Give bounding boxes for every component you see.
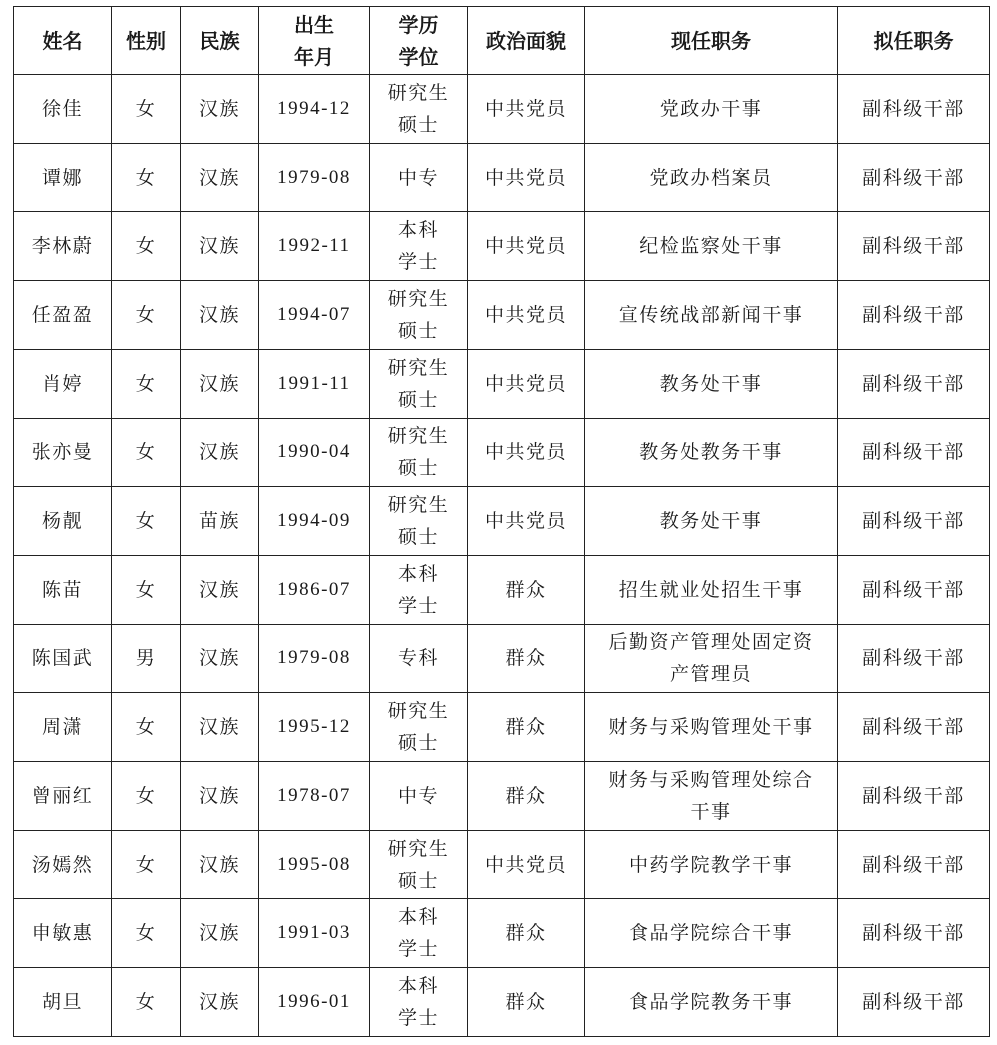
cell-proposed-position: 副科级干部	[838, 143, 990, 212]
cell-proposed-position: 副科级干部	[838, 555, 990, 624]
cell-political: 中共党员	[468, 418, 585, 487]
cell-education: 研究生 硕士	[370, 75, 468, 144]
cell-current-position: 后勤资产管理处固定资 产管理员	[585, 624, 838, 693]
cell-education: 中专	[370, 762, 468, 831]
cell-ethnicity: 汉族	[181, 830, 259, 899]
table-row	[14, 624, 990, 693]
cell-name: 周潇	[14, 693, 112, 762]
cell-current-position: 宣传统战部新闻干事	[585, 281, 838, 350]
cell-gender: 女	[112, 418, 181, 487]
cell-birth: 1991-11	[259, 349, 370, 418]
cell-gender: 女	[112, 143, 181, 212]
cell-birth: 1994-09	[259, 487, 370, 556]
cell-current-position: 财务与采购管理处干事	[585, 693, 838, 762]
cell-name: 李林蔚	[14, 212, 112, 281]
cell-proposed-position: 副科级干部	[838, 830, 990, 899]
table-row	[14, 212, 990, 281]
table-row	[14, 143, 990, 212]
cell-gender: 女	[112, 693, 181, 762]
header-proposed-position: 拟任职务	[838, 7, 990, 75]
cell-current-position: 纪检监察处干事	[585, 212, 838, 281]
cell-political: 群众	[468, 693, 585, 762]
header-political: 政治面貌	[468, 7, 585, 75]
cell-ethnicity: 汉族	[181, 418, 259, 487]
cell-education: 研究生 硕士	[370, 830, 468, 899]
cell-education: 研究生 硕士	[370, 281, 468, 350]
table-row	[14, 555, 990, 624]
cell-education: 本科 学士	[370, 899, 468, 968]
candidate-table	[13, 6, 990, 1037]
cell-gender: 女	[112, 75, 181, 144]
cell-gender: 女	[112, 487, 181, 556]
header-name: 姓名	[14, 7, 112, 75]
table-row	[14, 762, 990, 831]
cell-birth: 1994-12	[259, 75, 370, 144]
cell-proposed-position: 副科级干部	[838, 693, 990, 762]
cell-gender: 女	[112, 762, 181, 831]
cell-name: 申敏惠	[14, 899, 112, 968]
cell-ethnicity: 汉族	[181, 212, 259, 281]
cell-ethnicity: 汉族	[181, 762, 259, 831]
cell-ethnicity: 苗族	[181, 487, 259, 556]
header-birth: 出生 年月	[259, 7, 370, 75]
cell-current-position: 教务处干事	[585, 487, 838, 556]
cell-name: 任盈盈	[14, 281, 112, 350]
cell-education: 本科 学士	[370, 555, 468, 624]
cell-name: 曾丽红	[14, 762, 112, 831]
cell-name: 陈苗	[14, 555, 112, 624]
cell-birth: 1979-08	[259, 624, 370, 693]
table-row	[14, 75, 990, 144]
cell-political: 群众	[468, 968, 585, 1037]
cell-ethnicity: 汉族	[181, 624, 259, 693]
cell-proposed-position: 副科级干部	[838, 487, 990, 556]
cell-ethnicity: 汉族	[181, 693, 259, 762]
cell-current-position: 党政办干事	[585, 75, 838, 144]
cell-birth: 1990-04	[259, 418, 370, 487]
cell-gender: 男	[112, 624, 181, 693]
cell-current-position: 食品学院教务干事	[585, 968, 838, 1037]
cell-name: 徐佳	[14, 75, 112, 144]
cell-current-position: 中药学院教学干事	[585, 830, 838, 899]
cell-ethnicity: 汉族	[181, 349, 259, 418]
cell-education: 中专	[370, 143, 468, 212]
cell-current-position: 财务与采购管理处综合 干事	[585, 762, 838, 831]
cell-political: 中共党员	[468, 75, 585, 144]
cell-education: 研究生 硕士	[370, 418, 468, 487]
cell-current-position: 食品学院综合干事	[585, 899, 838, 968]
table-row	[14, 693, 990, 762]
cell-ethnicity: 汉族	[181, 75, 259, 144]
table-row	[14, 899, 990, 968]
cell-current-position: 教务处教务干事	[585, 418, 838, 487]
table-row	[14, 487, 990, 556]
header-ethnicity: 民族	[181, 7, 259, 75]
cell-education: 专科	[370, 624, 468, 693]
cell-name: 陈国武	[14, 624, 112, 693]
cell-birth: 1994-07	[259, 281, 370, 350]
cell-political: 中共党员	[468, 349, 585, 418]
cell-proposed-position: 副科级干部	[838, 762, 990, 831]
cell-name: 胡旦	[14, 968, 112, 1037]
cell-gender: 女	[112, 349, 181, 418]
cell-birth: 1992-11	[259, 212, 370, 281]
cell-education: 研究生 硕士	[370, 487, 468, 556]
cell-proposed-position: 副科级干部	[838, 899, 990, 968]
cell-proposed-position: 副科级干部	[838, 212, 990, 281]
cell-birth: 1996-01	[259, 968, 370, 1037]
cell-current-position: 党政办档案员	[585, 143, 838, 212]
header-gender: 性别	[112, 7, 181, 75]
cell-education: 本科 学士	[370, 212, 468, 281]
header-current-position: 现任职务	[585, 7, 838, 75]
cell-birth: 1991-03	[259, 899, 370, 968]
cell-gender: 女	[112, 968, 181, 1037]
table-row	[14, 830, 990, 899]
cell-proposed-position: 副科级干部	[838, 418, 990, 487]
cell-political: 群众	[468, 899, 585, 968]
header-education: 学历 学位	[370, 7, 468, 75]
cell-birth: 1995-08	[259, 830, 370, 899]
cell-birth: 1978-07	[259, 762, 370, 831]
cell-political: 中共党员	[468, 487, 585, 556]
cell-birth: 1979-08	[259, 143, 370, 212]
table-row	[14, 968, 990, 1037]
cell-gender: 女	[112, 830, 181, 899]
header-row	[14, 7, 990, 75]
cell-birth: 1995-12	[259, 693, 370, 762]
cell-birth: 1986-07	[259, 555, 370, 624]
cell-political: 中共党员	[468, 143, 585, 212]
cell-name: 张亦曼	[14, 418, 112, 487]
cell-gender: 女	[112, 212, 181, 281]
cell-proposed-position: 副科级干部	[838, 624, 990, 693]
cell-political: 群众	[468, 555, 585, 624]
cell-political: 中共党员	[468, 281, 585, 350]
cell-education: 本科 学士	[370, 968, 468, 1037]
cell-gender: 女	[112, 899, 181, 968]
cell-political: 群众	[468, 762, 585, 831]
cell-proposed-position: 副科级干部	[838, 349, 990, 418]
cell-current-position: 招生就业处招生干事	[585, 555, 838, 624]
cell-gender: 女	[112, 555, 181, 624]
cell-name: 肖婷	[14, 349, 112, 418]
cell-political: 中共党员	[468, 212, 585, 281]
cell-education: 研究生 硕士	[370, 349, 468, 418]
cell-education: 研究生 硕士	[370, 693, 468, 762]
cell-ethnicity: 汉族	[181, 555, 259, 624]
cell-ethnicity: 汉族	[181, 143, 259, 212]
cell-proposed-position: 副科级干部	[838, 75, 990, 144]
cell-name: 杨靓	[14, 487, 112, 556]
table-row	[14, 418, 990, 487]
cell-gender: 女	[112, 281, 181, 350]
cell-proposed-position: 副科级干部	[838, 281, 990, 350]
cell-proposed-position: 副科级干部	[838, 968, 990, 1037]
cell-name: 汤嫣然	[14, 830, 112, 899]
table-header	[14, 7, 990, 75]
cell-ethnicity: 汉族	[181, 281, 259, 350]
cell-ethnicity: 汉族	[181, 968, 259, 1037]
cell-political: 中共党员	[468, 830, 585, 899]
cell-name: 谭娜	[14, 143, 112, 212]
cell-ethnicity: 汉族	[181, 899, 259, 968]
cell-current-position: 教务处干事	[585, 349, 838, 418]
table-row	[14, 281, 990, 350]
cell-political: 群众	[468, 624, 585, 693]
table-row	[14, 349, 990, 418]
table-body	[14, 75, 990, 1037]
